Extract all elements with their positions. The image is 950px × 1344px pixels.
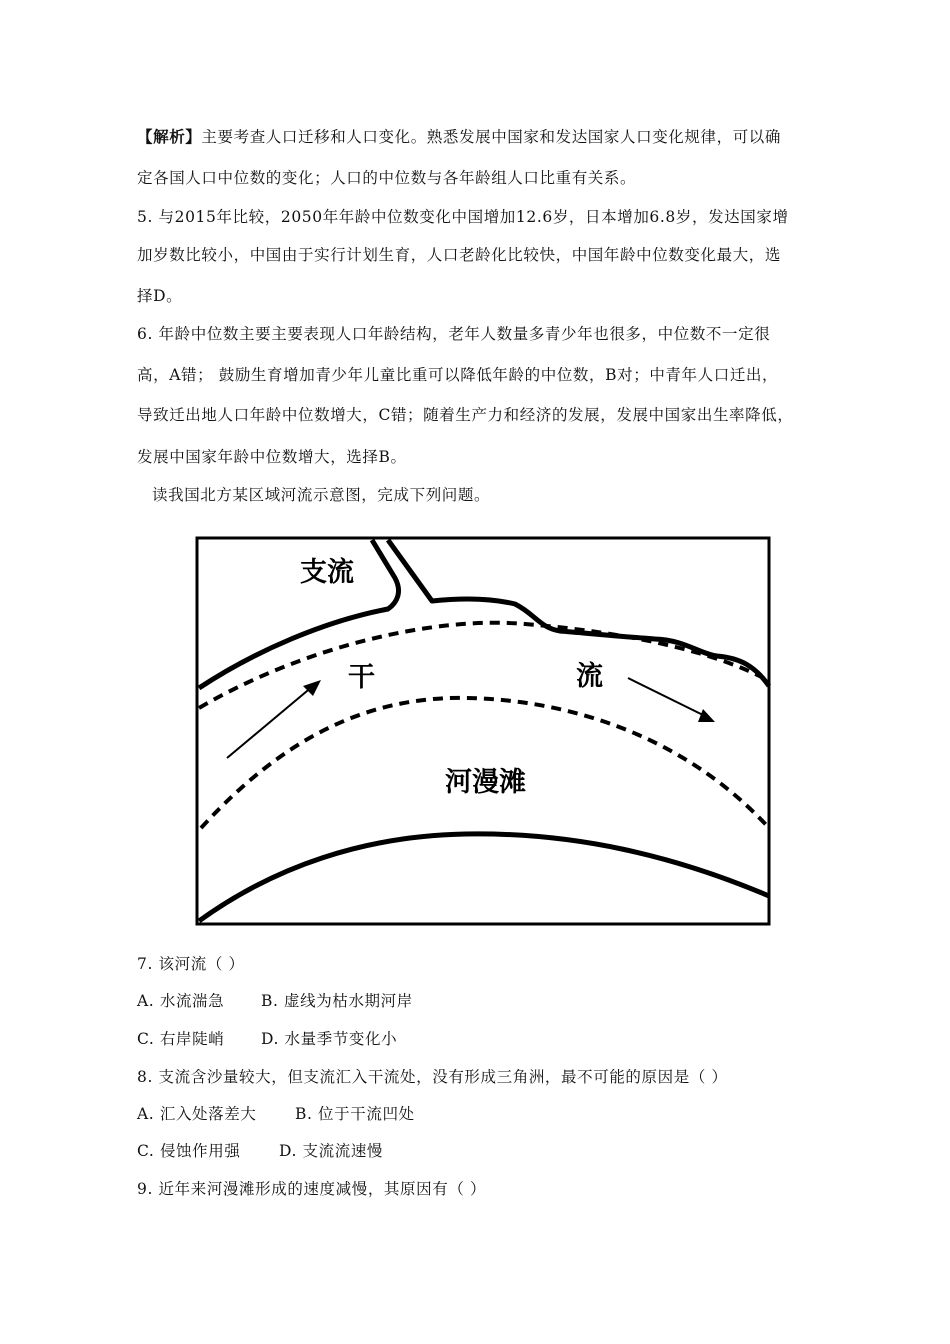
q7-option-a[interactable]: A. 水流湍急: [137, 992, 225, 1010]
q8-option-b[interactable]: B. 位于干流凹处: [295, 1105, 415, 1123]
analysis-line-1: [137, 127, 781, 147]
label-floodplain: 河漫滩: [445, 767, 526, 798]
q8-option-a[interactable]: A. 汇入处落差大: [137, 1105, 257, 1123]
q8-option-c[interactable]: C. 侵蚀作用强: [137, 1142, 241, 1160]
q6-explain-line-1: 6. 年龄中位数主要主要表现人口年龄结构，老年人数量多青少年也很多，中位数不一定很: [137, 325, 771, 343]
q5-explain-line-2: 加岁数比较小，中国由于实行计划生育，人口老龄化比较快，中国年龄中位数变化最大，选: [137, 246, 782, 264]
analysis-line-2: 定各国人口中位数的变化；人口的中位数与各年龄组人口比重有关系。: [137, 169, 637, 187]
q7-option-c[interactable]: C. 右岸陡峭: [137, 1030, 225, 1048]
analysis-text-1: 主要考查人口迁移和人口变化。熟悉发展中国家和发达国家人口变化规律，可以确: [201, 128, 782, 146]
figure-intro: 读我国北方某区域河流示意图，完成下列问题。: [152, 486, 491, 504]
q6-explain-line-3: 导致迁出地人口年龄中位数增大，C错；随着生产力和经济的发展，发展中国家出生率降低，: [137, 406, 794, 424]
q8-option-d[interactable]: D. 支流流速慢: [279, 1142, 384, 1160]
label-main-2: 流: [576, 661, 603, 692]
q9-stem: 9. 近年来河漫滩形成的速度减慢，其原因有（ ）: [137, 1180, 487, 1198]
q6-explain-line-2: 高，A错； 鼓励生育增加青少年儿童比重可以降低年龄的中位数，B对；中青年人口迁出，: [137, 366, 779, 384]
q5-explain-line-1: 5. 与2015年比较，2050年年龄中位数变化中国增加12.6岁，日本增加6.8岁，发达国家增: [137, 208, 789, 226]
q7-stem: 7. 该河流（ ）: [137, 955, 245, 973]
q6-explain-line-4: 发展中国家年龄中位数增大，选择B。: [137, 448, 407, 466]
q5-explain-line-3: 择D。: [137, 287, 183, 305]
q7-option-b[interactable]: B. 虚线为枯水期河岸: [261, 992, 413, 1010]
label-tributary: 支流: [300, 557, 354, 588]
label-main-1: 干: [348, 662, 375, 693]
q8-stem: 8. 支流含沙量较大，但支流汇入干流处，没有形成三角洲，最不可能的原因是（ ）: [137, 1068, 728, 1086]
river-diagram: [195, 536, 771, 926]
q7-option-d[interactable]: D. 水量季节变化小: [261, 1030, 398, 1048]
analysis-tag: 【解析】: [137, 127, 202, 146]
